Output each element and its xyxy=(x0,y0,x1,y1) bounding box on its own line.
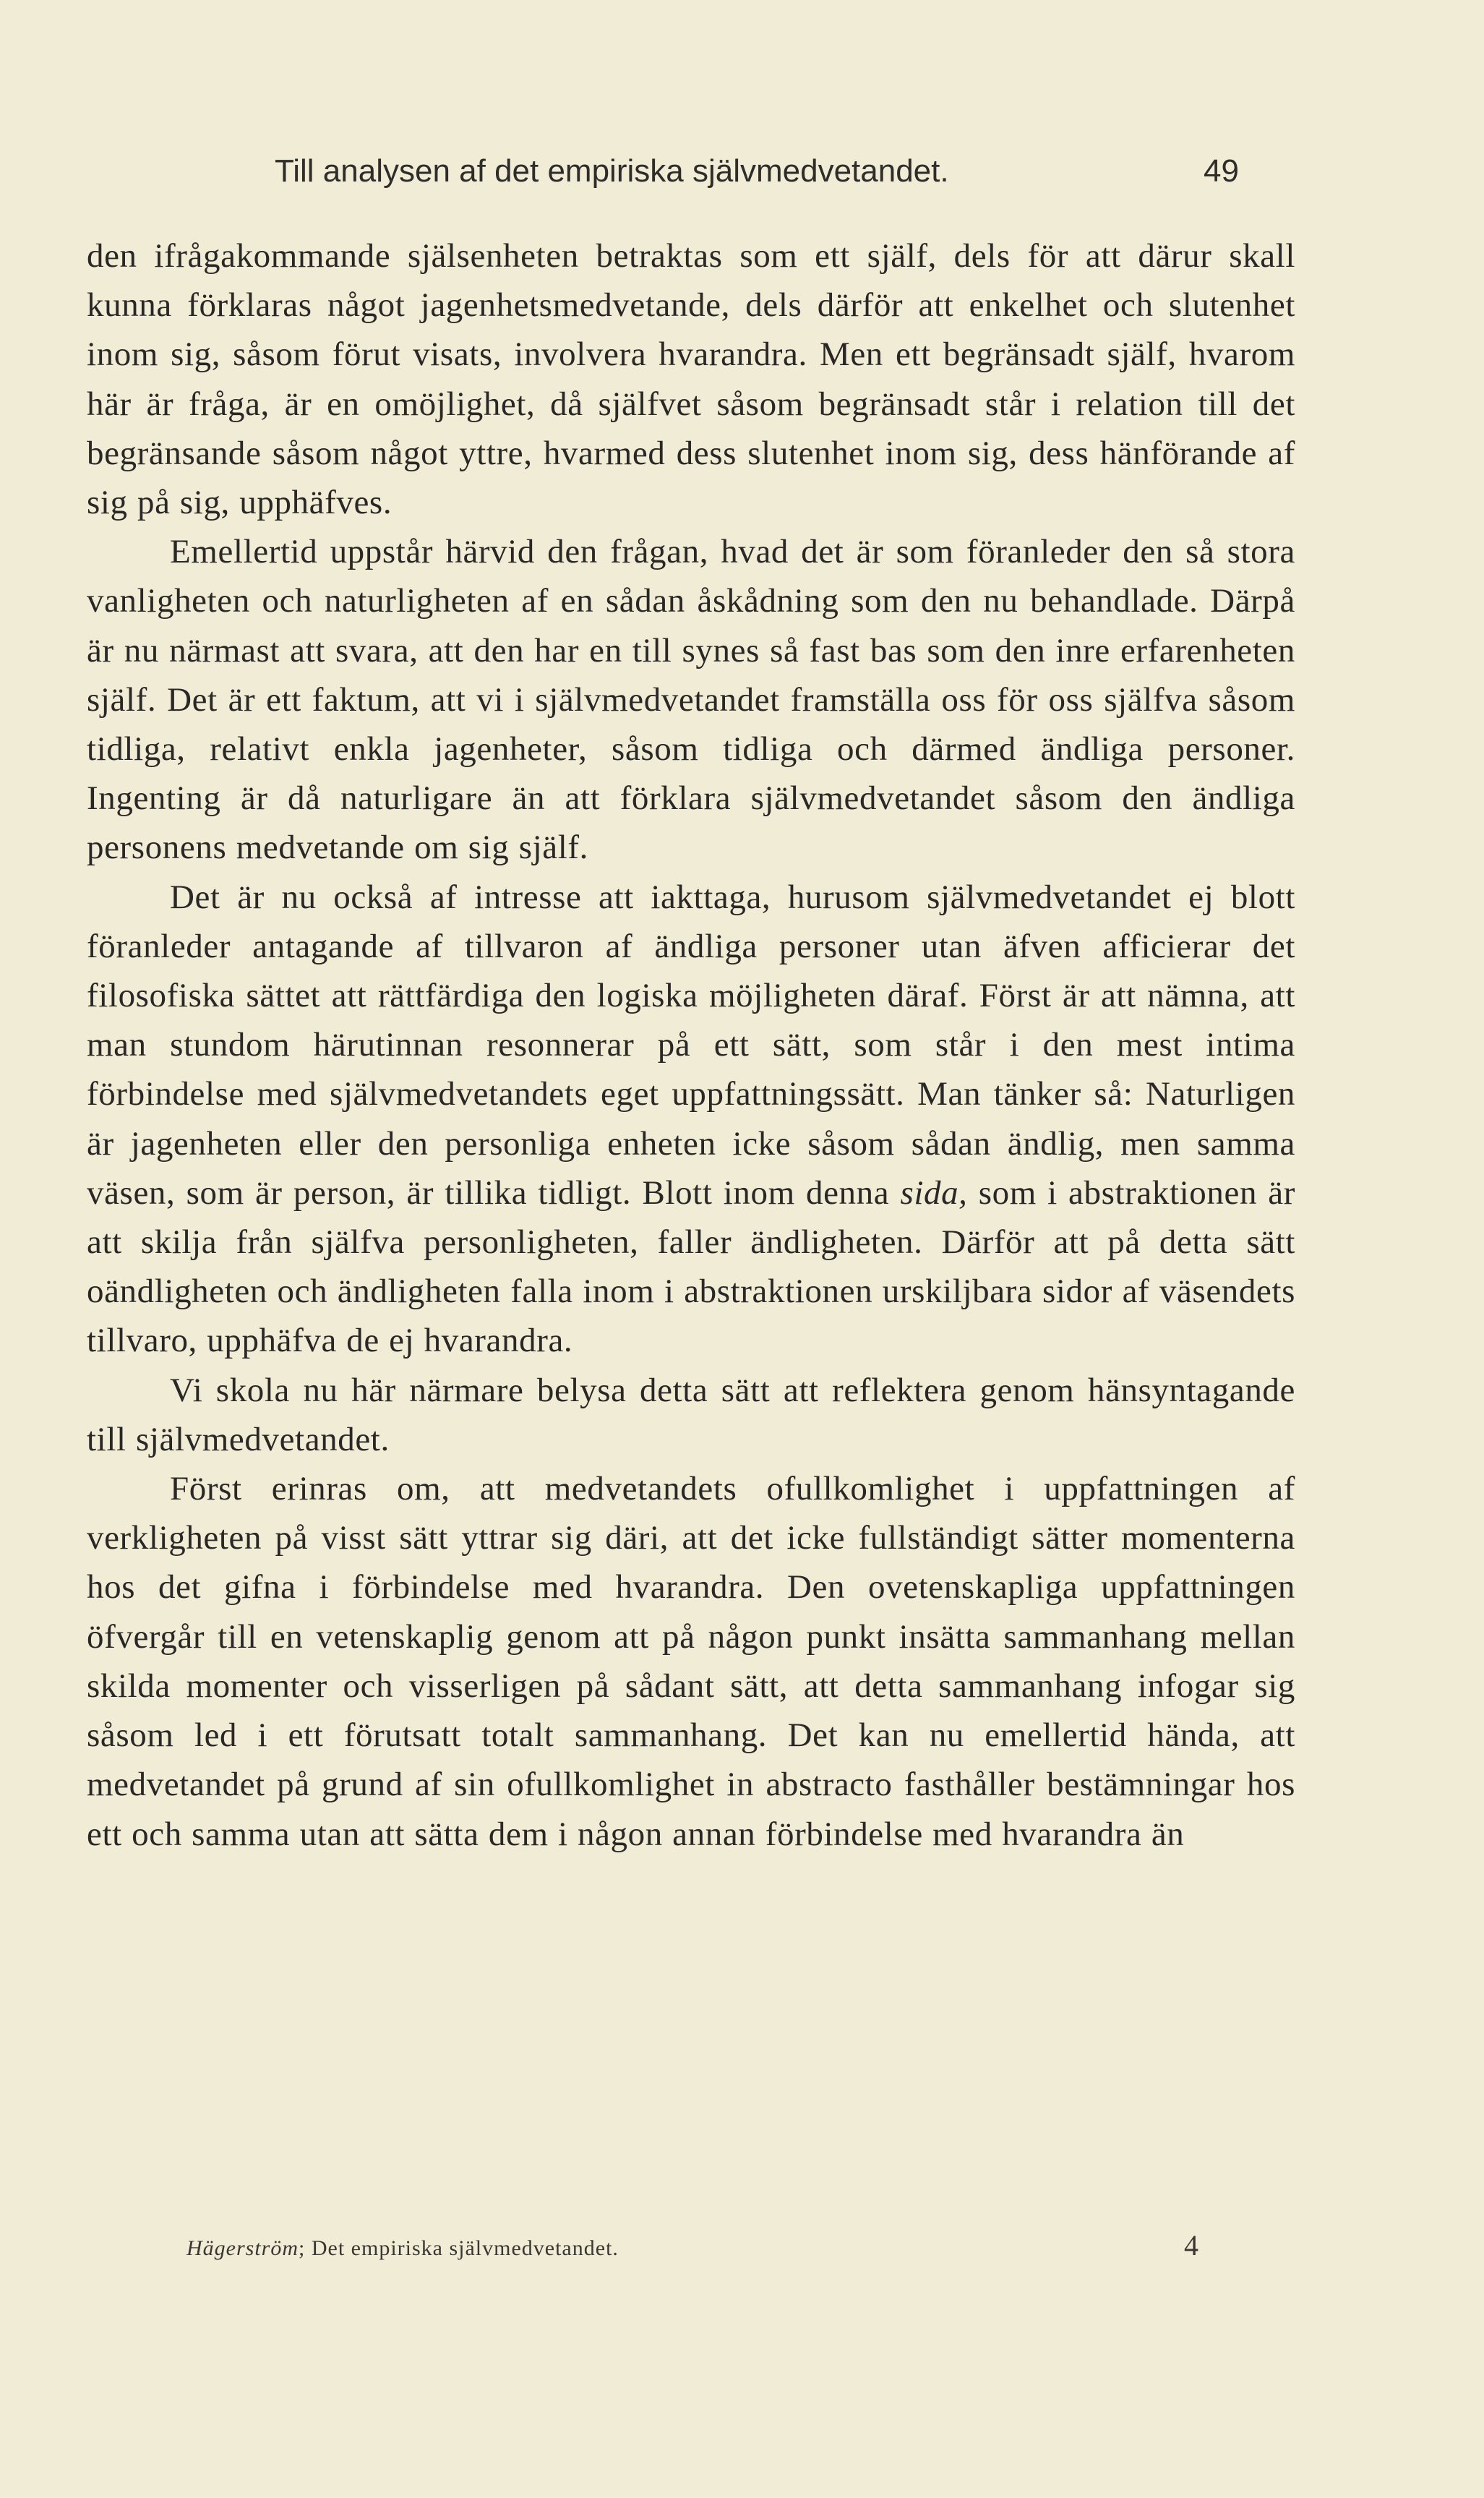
footer-author: Hägerström xyxy=(186,2236,299,2260)
running-title: Till analysen af det empiriska självmedvetandet. xyxy=(275,153,949,189)
paragraph-5: Först erinras om, att medvetandets ofullkomlighet i uppfattningen af verkligheten på visst sätt yttrar sig däri, att det icke fullständigt sätter momenterna hos det gifna i förbindelse med hvarandra. Den ovetenskapliga uppfattningen öfvergår till en vetenskaplig genom att på någon punkt insätta sammanhang mellan skilda momenter och visserligen på sådant sätt, att detta sammanhang infogar sig såsom led i ett förutsatt totalt sammanhang. Det kan nu emellertid hända, att medvetandet på grund af sin ofullkomlighet in abstracto fasthåller bestämningar hos ett och samma utan att sätta dem i någon annan förbindelse med hvarandra än xyxy=(87,1470,1295,1853)
page-number: 49 xyxy=(1204,153,1239,189)
paragraph-3-text-a: Det är nu också af intresse att iakttaga, hurusom självmedvetandet ej blott föranleder antagande af tillvaron af ändliga personer utan äfven afficierar det filosofiska sättet att rättfärdiga den logiska möjligheten däraf. Först är att nämna, att man stundom härutinnan resonnerar på ett sätt, som står i den mest intima förbindelse med självmedvetandets eget uppfattningssätt. Man tänker så: Naturligen är jagenheten eller den personliga enheten icke såsom sådan ändlig, men samma väsen, som är person, är tillika tidligt. Blott inom denna xyxy=(87,878,1295,1212)
paragraph-2: Emellertid uppstår härvid den frågan, hvad det är som föranleder den så stora vanligheten och naturligheten af en sådan åskådning som den nu behandlade. Därpå är nu närmast att svara, att den har en till synes så fast bas som den inre erfarenheten själf. Det är ett faktum, att vi i självmedvetandet framställa oss för oss själfva såsom tidliga, relativt enkla jagenheter, såsom tidliga och därmed ändliga personer. Ingenting är då naturligare än att förklara självmedvetandet såsom den ändliga personens medvetande om sig själf. xyxy=(87,533,1295,867)
signature-mark: 4 xyxy=(1184,2229,1198,2262)
footer-separator: ; xyxy=(299,2236,306,2260)
paragraph-3-text-b: som i abstraktionen är att skilja från själfva personligheten, faller ändligheten. Därför att på detta sätt oändligheten och ändligheten falla inom i abstraktionen urskiljbara sidor af väsendets tillvaro, upphäfva de ej hvarandra. xyxy=(87,1173,1295,1360)
paragraph-4: Vi skola nu här närmare belysa detta sätt att reflektera genom hänsyntagande till självmedvetandet. xyxy=(87,1371,1295,1458)
emphasis-sida: sida, xyxy=(900,1173,968,1212)
body-text xyxy=(87,231,1295,1859)
paragraph-3 xyxy=(87,873,1295,1366)
paragraph-1: den ifrågakommande själsenheten betraktas som ett själf, dels för att därur skall kunna förklaras något jagenhetsmedvetande, dels därför att enkelhet och slutenhet inom sig, såsom förut visats, involvera hvarandra. Men ett begränsadt själf, hvarom här är fråga, är en omöjlighet, då själfvet såsom begränsadt står i relation till det begränsande såsom något yttre, hvarmed dess slutenhet inom sig, dess hänförande af sig på sig, upphäfves. xyxy=(87,237,1295,522)
signature-line xyxy=(186,2236,619,2261)
footer-title: Det empiriska självmedvetandet. xyxy=(305,2236,619,2260)
